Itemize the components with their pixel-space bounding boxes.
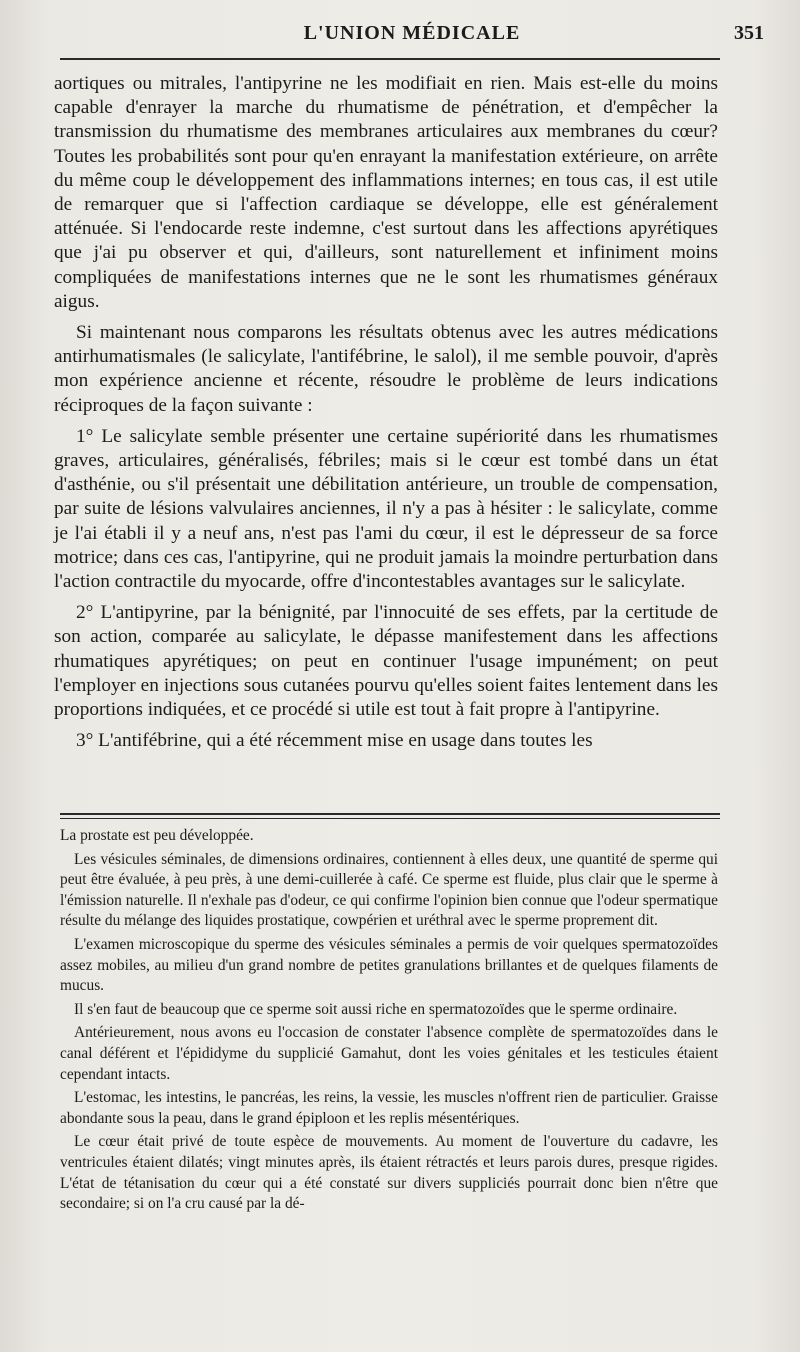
footnote-paragraph: Antérieurement, nous avons eu l'occasion de constater l'absence complète de spermatozoïdes dans le canal déférent et l'épididyme du supplicié Gamahut, dont les voies génitales et les testicules étaient cependant intacts. [60,1024,718,1083]
header-rule [60,58,720,60]
main-paragraph: aortiques ou mitrales, l'antipyrine ne les modifiait en rien. Mais est-elle du moins capable d'enrayer la marche du rhumatisme de pénétration, et d'empêcher la transmission du rhumatisme des membranes articulaires aux membranes du cœur? Toutes les probabilités sont pour qu'en enrayant la manifestation extérieure, on arrête du même coup le développement des inflammations internes; en tous cas, il est utile de remarquer que si l'affection cardiaque se développe, elle est généralement atténuée. Si l'endocarde reste indemne, c'est surtout dans les affections apyrétiques que j'ai pu observer et qui, d'ailleurs, sont naturellement et infiniment moins compliquées de manifestations internes que ne le sont les rhumatismes généraux aigus. [54,73,718,312]
main-paragraph: 3° L'antifébrine, qui a été récemment mise en usage dans toutes les [76,730,593,752]
footnote-rule-thin [60,818,720,819]
main-paragraph: Si maintenant nous comparons les résultats obtenus avec les autres médications antirhumatismales (le salicylate, l'antifébrine, le salol), il me semble pouvoir, d'après mon expérience ancienne et récente, résoudre le problème de leurs indications réciproques de la façon suivante : [54,322,718,416]
footnotes [60,826,718,1218]
footnote-paragraph: L'estomac, les intestins, le pancréas, les reins, la vessie, les muscles n'offrent rien de particulier. Graisse abondante sous la peau, dans le grand épiploon et les replis mésentériques. [60,1089,718,1127]
footnote-paragraph: L'examen microscopique du sperme des vésicules séminales a permis de voir quelques spermatozoïdes assez mobiles, au milieu d'un grand nombre de petites granulations brillantes et de quelques filaments de mucus. [60,935,718,995]
footnote-paragraph: La prostate est peu développée. [60,827,254,844]
journal-title: L'UNION MÉDICALE [303,22,521,44]
running-header [56,22,768,54]
main-paragraph: 2° L'antipyrine, par la bénignité, par l'innocuité de ses effets, par la certitude de son action, comparée au salicylate, le dépasse manifestement dans les affections rhumatiques apyrétiques; on peut en continuer l'usage impunément; on peut l'employer en injections sous cutanées pourvu qu'elles soient faites lentement dans les proportions indiquées, et ce procédé si utile est tout à fait propre à l'antipyrine. [54,602,718,721]
footnote-rule [60,813,720,815]
footnote-paragraph: Le cœur était privé de toute espèce de mouvements. Au moment de l'ouverture du cadavre, les ventricules étaient dilatés; vingt minutes après, ils étaient rétractés et leurs parois dures, presque rigides. L'état de tétanisation du cœur qui a été constaté sur divers suppliciés pourrait donc bien n'être que secondaire; si on l'a cru causé par la dé- [60,1133,718,1213]
footnote-paragraph: Les vésicules séminales, de dimensions ordinaires, contiennent à elles deux, une quantité de sperme qui peut être évaluée, à peu près, à une demi-cuillerée à café. Ce sperme est fluide, plus clair que le sperme à l'émission naturelle. Il n'exhale pas d'odeur, ce qui confirme l'opinion bien connue que l'odeur spermatique résulte du mélange des liquides prostatique, cowpérien et uréthral avec le sperme proprement dit. [60,850,718,930]
main-text [54,72,718,760]
main-paragraph: 1° Le salicylate semble présenter une certaine supériorité dans les rhumatismes graves, articulaires, généralisés, fébriles; mais si le cœur est tombé dans un état d'asthénie, ou s'il présentait une débilitation antérieure, un trouble de compensation, par suite de lésions valvulaires anciennes, il n'y a pas à hésiter : le salicylate, comme je l'ai établi il y a neuf ans, n'est pas l'ami du cœur, il est le dépresseur de sa force motrice; dans ces cas, l'antipyrine, qui ne produit jamais la moindre perturbation dans l'action contractile du myocarde, offre d'incontestables avantages sur le salicylate. [54,425,718,593]
footnote-paragraph: Il s'en faut de beaucoup que ce sperme soit aussi riche en spermatozoïdes que le sperme ordinaire. [74,1000,678,1018]
page-number: 351 [734,22,764,44]
